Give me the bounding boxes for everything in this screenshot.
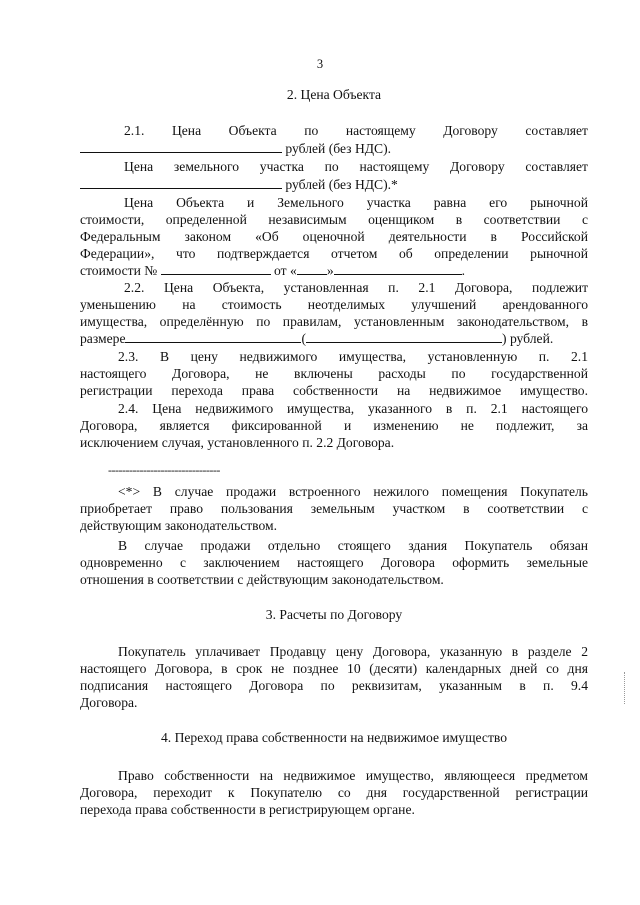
report-date-quote: » (326, 263, 334, 278)
footnote-1-line-1: <*> В случае продажи встроенного нежилого помещения Покупатель (118, 484, 588, 499)
market-value-line-2: стоимости, определенной независимым оценщиком в соответствии с (80, 212, 588, 227)
clause-2-2-amount-label: размере (80, 331, 126, 346)
report-date-from: от « (274, 263, 297, 278)
clause-2-1-line-1 (124, 122, 588, 139)
market-value-line-1: Цена Объекта и Земельного участка равна его рыночной (124, 195, 588, 210)
blank-report-number (161, 262, 271, 275)
section-3-line-3: подписания настоящего Договора по реквизитам, указанным в п. 9.4 (80, 678, 588, 693)
footnote-1-line-3: действующим законодательством. (80, 518, 278, 533)
clause-2-1-text: Цена Объекта по настоящему Договору составляет (171, 123, 588, 138)
land-price-currency: рублей (без НДС).* (285, 177, 398, 192)
clause-2-2-line-3: имущества, определённую по правилам, установленным законодательством, в (80, 314, 588, 329)
blank-amount-digits (125, 330, 301, 343)
section-3-title: 3. Расчеты по Договору (265, 607, 403, 622)
land-price-line-1: Цена земельного участка по настоящему Договору составляет (124, 159, 588, 174)
blank-report-day (297, 262, 327, 275)
section-4-line-2: Договора, переходит к Покупателю со дня государственной регистрации (80, 785, 588, 800)
clause-2-1-number: 2.1. (124, 123, 145, 138)
land-price-line-2 (80, 176, 588, 193)
section-3-line-1: Покупатель уплачивает Продавцу цену Договора, указанную в разделе 2 (118, 644, 588, 659)
section-4-line-1: Право собственности на недвижимое имущество, являющееся предметом (118, 768, 588, 783)
report-number-label: стоимости № (80, 263, 158, 278)
section-3-line-4: Договора. (80, 695, 138, 710)
market-value-line-5 (80, 262, 588, 279)
clause-2-2-text: Цена Объекта, установленная п. 2.1 Договора, подлежит (163, 280, 588, 295)
section-4-line-3: перехода права собственности в регистрирующем органе. (80, 802, 415, 817)
blank-price-object (80, 140, 282, 153)
market-value-line-4: Федерации», что подтверждается отчетом об определении рыночной (80, 246, 588, 261)
market-value-line-3: Федеральным законом «Об оценочной деятельности в Российской (80, 229, 588, 244)
clause-2-1-currency: рублей (без НДС). (285, 141, 392, 156)
footnote-2-line-2: одновременно с заключением настоящего Договора оформить земельные (80, 555, 588, 570)
section-4-title: 4. Переход права собственности на недвижимое имущество (160, 730, 508, 745)
clause-2-2-currency: ) рублей. (502, 331, 554, 346)
page-number: 3 (316, 57, 324, 71)
clause-2-2-paren-open: ( (301, 331, 307, 346)
footnote-1-line-2: приобретает право пользования земельным участком в соответствии с (80, 501, 588, 516)
section-3-line-2: настоящего Договора, в срок не позднее 10 (десяти) календарных дней со дня (80, 661, 588, 676)
footnote-separator: -------------------------------- (108, 463, 220, 477)
clause-2-2-line-2: уменьшению на стоимость неотделимых улучшений арендованного (80, 297, 588, 312)
clause-2-3-line-3: регистрации перехода права собственности на недвижимое имущество. (80, 383, 588, 398)
clause-2-4-line-1: 2.4. Цена недвижимого имущества, указанного в п. 2.1 настоящего (118, 401, 588, 416)
report-date-end: . (461, 263, 466, 278)
clause-2-2-line-1 (124, 279, 588, 296)
blank-price-land (80, 176, 282, 189)
blank-report-month-year (334, 262, 462, 275)
footnote-2-line-1: В случае продажи отдельно стоящего здания Покупатель обязан (118, 538, 588, 553)
clause-2-2-line-4 (80, 330, 588, 347)
clause-2-1-line-2 (80, 140, 588, 157)
blank-amount-words (306, 330, 502, 343)
footnote-2-line-3: отношения в соответствии с действующим законодательством. (80, 572, 444, 587)
clause-2-4-line-2: Договора, является фиксированной и изменению не подлежит, за (80, 418, 588, 433)
clause-2-2-number: 2.2. (124, 280, 145, 295)
clause-2-3-line-2: настоящего Договора, не включены расходы по государственной (80, 366, 588, 381)
section-2-title: 2. Цена Объекта (286, 87, 382, 102)
scan-edge-marks (624, 672, 627, 704)
clause-2-4-line-3: исключением случая, установленного п. 2.2 Договора. (80, 435, 395, 450)
clause-2-3-line-1: 2.3. В цену недвижимого имущества, установленную п. 2.1 (118, 349, 588, 364)
